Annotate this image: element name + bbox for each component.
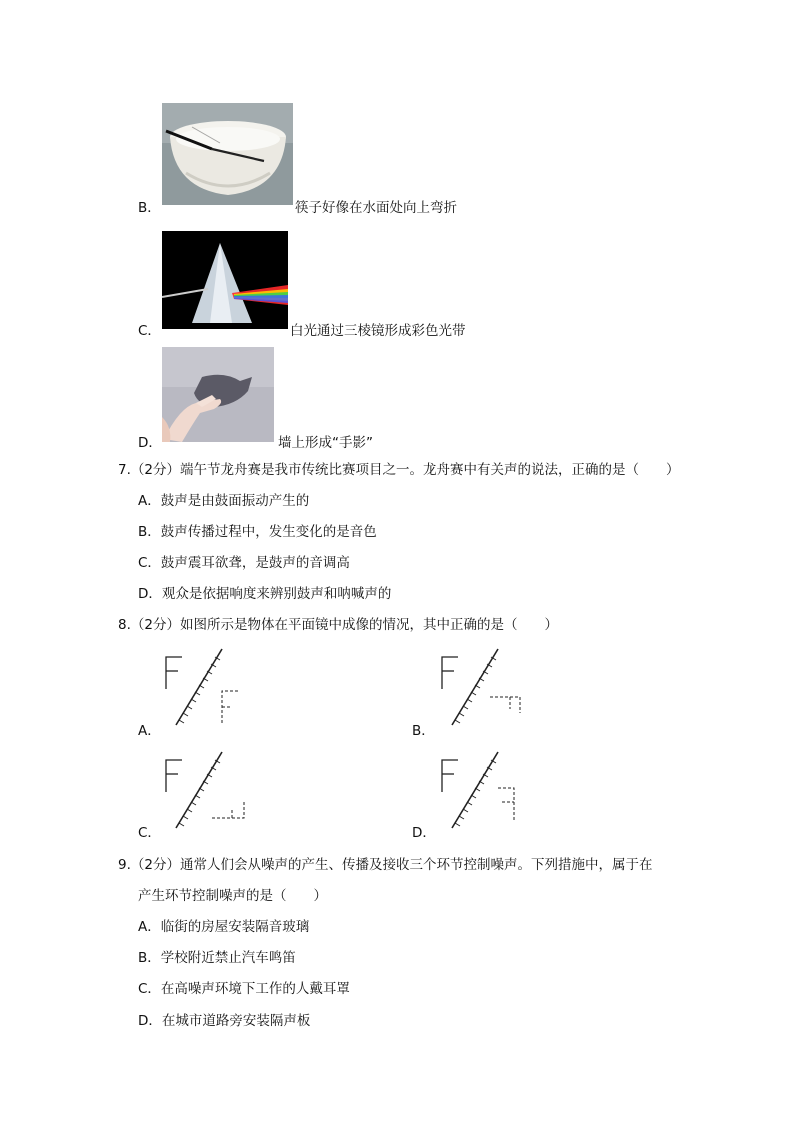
- option-letter-c: C．: [138, 323, 161, 339]
- diagram-label-d: D．: [412, 825, 436, 841]
- mirror-diagram-b: [436, 645, 526, 730]
- answer-option: C．鼓声震耳欲聋，是鼓声的音调高: [138, 555, 350, 571]
- answer-option: D．在城市道路旁安装隔声板: [138, 1013, 311, 1029]
- mirror-diagram-c: [160, 748, 250, 833]
- option-text-c: 白光通过三棱镜形成彩色光带: [290, 323, 466, 339]
- answer-option: B．鼓声传播过程中，发生变化的是音色: [138, 524, 377, 540]
- question-stem: 7.（2分）端午节龙舟赛是我市传统比赛项目之一。龙舟赛中有关声的说法，正确的是（ ）: [118, 462, 680, 478]
- mirror-diagram-d: [436, 748, 526, 833]
- question-stem-line-1: 9.（2分）通常人们会从噪声的产生、传播及接收三个环节控制噪声。下列措施中，属于在: [118, 857, 653, 873]
- hand-shadow-image: [162, 347, 274, 442]
- option-letter-b: B．: [138, 200, 161, 216]
- answer-option: A．临街的房屋安装隔音玻璃: [138, 919, 310, 935]
- answer-option: B．学校附近禁止汽车鸣笛: [138, 950, 296, 966]
- diagram-label-a: A．: [138, 723, 161, 739]
- diagram-label-b: B．: [412, 723, 435, 739]
- mirror-diagram-a: [160, 645, 250, 730]
- option-text-b: 筷子好像在水面处向上弯折: [295, 200, 457, 216]
- bowl-chopstick-image: [162, 103, 293, 205]
- answer-option: D．观众是依据响度来辨别鼓声和呐喊声的: [138, 586, 392, 602]
- question-stem-line-2: 产生环节控制噪声的是（ ）: [138, 888, 327, 904]
- question-stem: 8.（2分）如图所示是物体在平面镜中成像的情况，其中正确的是（ ）: [118, 617, 558, 633]
- prism-spectrum-image: [162, 231, 288, 329]
- diagram-label-c: C．: [138, 825, 161, 841]
- option-text-d: 墙上形成“手影”: [278, 435, 373, 451]
- answer-option: A．鼓声是由鼓面振动产生的: [138, 493, 310, 509]
- option-letter-d: D．: [138, 435, 162, 451]
- answer-option: C．在高噪声环境下工作的人戴耳罩: [138, 981, 350, 997]
